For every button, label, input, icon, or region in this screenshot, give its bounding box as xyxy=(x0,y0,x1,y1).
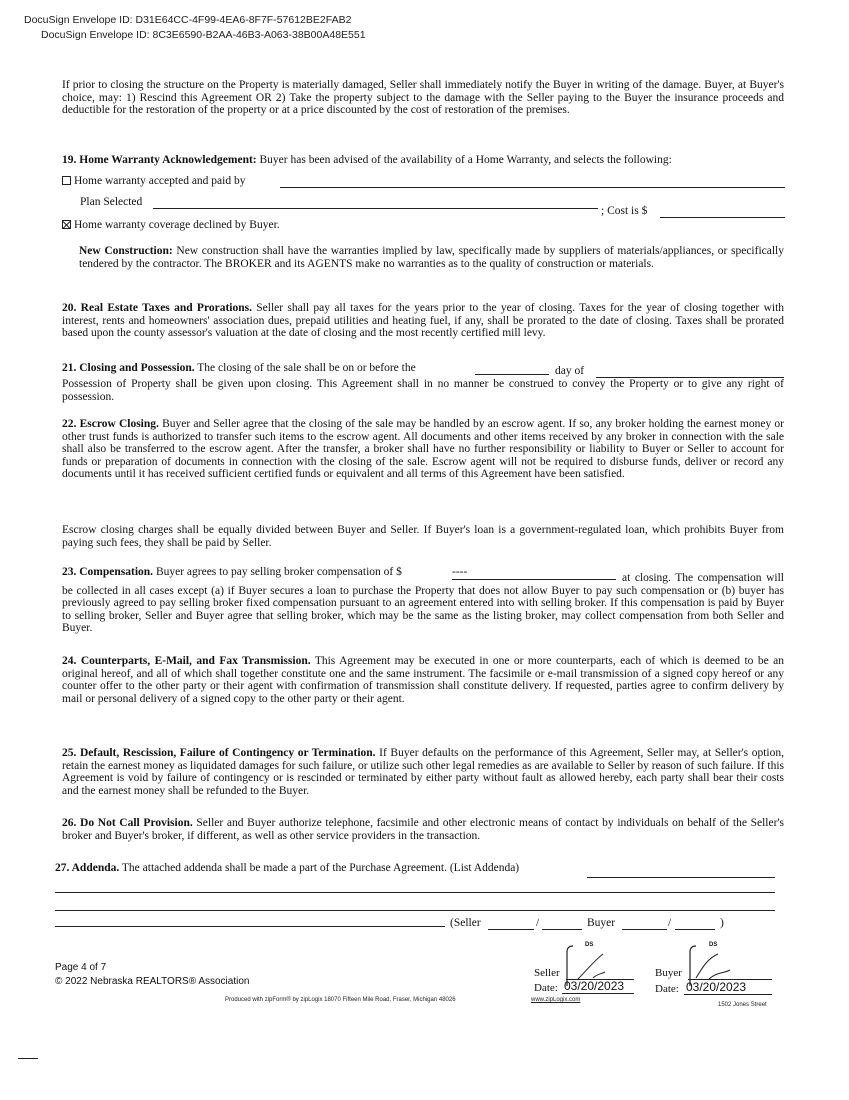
buyer-date-label: Date: xyxy=(655,983,679,995)
section-21-line1 xyxy=(62,362,416,374)
addenda-field-1[interactable] xyxy=(587,877,775,878)
addenda-field-4[interactable] xyxy=(55,926,445,927)
scan-mark xyxy=(18,1058,38,1059)
buyer-date-line xyxy=(684,994,772,995)
section-26 xyxy=(62,817,784,842)
buyer-initials-2[interactable] xyxy=(675,929,715,930)
addenda-field-3[interactable] xyxy=(55,910,775,911)
section-19-text: Buyer has been advised of the availability of a Home Warranty, and selects the following: xyxy=(259,154,672,166)
initials-slash-2: / xyxy=(668,917,672,929)
seller-label: Seller xyxy=(534,967,560,979)
section-26-heading: 26. Do Not Call Provision. xyxy=(62,817,193,829)
new-construction-heading: New Construction: xyxy=(79,245,173,257)
section-20-heading: 20. Real Estate Taxes and Prorations. xyxy=(62,302,252,314)
buyer-ds-tag: DS xyxy=(709,942,718,948)
envelope-id-2: DocuSign Envelope ID: 8C3E6590-B2AA-46B3-A063-38B00A48E551 xyxy=(41,29,366,41)
section-25-text: If Buyer defaults on the performance of this Agreement, Seller may, at Seller's option, retain the earnest money as liquidated damages for such failure, or utilize such other legal remedies as are available to Seller by reason of such failure. If this Agreement is void by failure of contingency or is rescinded or terminated by either party without fault as allowed hereby, each party shall bear their costs and the earnest money shall be refunded to the Buyer. xyxy=(62,747,785,797)
section-24-text: This Agreement may be executed in one or more counterparts, each of which is deemed to be an original hereof, and all of which shall together constitute one and the same instrument. The facsimile or e-mail transmission of a signed copy hereof or any counter offer to the other party or their agent with confirmation of transmission shall constitute delivery. If requested, parties agree to confirm delivery by mail or personal delivery of a signed copy to the other party or their agent. xyxy=(62,655,784,705)
section-19 xyxy=(62,154,784,167)
section-21-text-a: The closing of the sale shall be on or before the xyxy=(197,362,416,374)
compensation-amount: ---- xyxy=(452,566,468,578)
section-21-text-b: day of xyxy=(555,365,585,377)
cost-field[interactable] xyxy=(660,217,785,218)
warranty-declined-checkbox[interactable] xyxy=(62,220,71,229)
addenda-field-2[interactable] xyxy=(55,892,775,893)
produced-with: Produced with zipForm® by zipLogix 18070 Fifteen Mile Road, Fraser, Michigan 48026 xyxy=(225,997,456,1003)
section-24-heading: 24. Counterparts, E-Mail, and Fax Transmission. xyxy=(62,655,311,667)
ziplogix-link[interactable]: www.zipLogix.com xyxy=(531,997,581,1003)
section-22-text: Buyer and Seller agree that the closing of the sale may be handled by an escrow agent. If so, any broker holding the earnest money or other trust funds is authorized to transfer such items to the escrow agent. All documents and other items received by any broker in connection with the sale shall also be transferred to the escrow agent. After the transfer, a broker shall have no further responsibility or liability to Buyer or Seller to account for funds or preparation of documents in connection with the closing of the sale. Escrow agent will not be required to disburse funds, deliver or record any documents until it has received sufficient certified funds or equivalent and all terms of this Agreement have been satisfied. xyxy=(62,418,784,481)
new-construction-text: New construction shall have the warranties implied by law, specifically made by suppliers of materials/appliances, or specifically tendered by the contractor. The BROKER and its AGENTS make no warranties as to the quality of construction or materials. xyxy=(79,245,784,270)
plan-selected-label: Plan Selected xyxy=(80,196,143,208)
warranty-declined-option xyxy=(62,219,280,231)
seller-ds-tag: DS xyxy=(585,942,594,948)
seller-date-label: Date: xyxy=(534,982,558,994)
section-20 xyxy=(62,302,784,340)
seller-date-line xyxy=(562,993,634,994)
initials-close: ) xyxy=(720,917,724,929)
section-25 xyxy=(62,747,784,797)
section-27-heading: 27. Addenda. xyxy=(55,862,120,874)
section-20-text: Seller shall pay all taxes for the years prior to the year of closing. Taxes for the year of closing together with interest, rents and homeowners' association dues, prepaid utilities and heating fuel, if any, shall be prorated to the date of closing. Taxes shall be prorated based upon the county assessor's valuation at the date of closing and the most recently certified mill levy. xyxy=(62,302,785,340)
section-23-heading: 23. Compensation. xyxy=(62,566,154,578)
warranty-paid-by-field[interactable] xyxy=(280,187,785,188)
section-25-heading: 25. Default, Rescission, Failure of Contingency or Termination. xyxy=(62,747,376,759)
section-27-line1 xyxy=(55,862,519,874)
page-number: Page 4 of 7 xyxy=(55,962,107,973)
initials-buyer-label: Buyer xyxy=(587,917,616,929)
plan-selected-field[interactable] xyxy=(153,208,598,209)
section-22 xyxy=(62,418,784,481)
buyer-date: 03/20/2023 xyxy=(686,980,747,994)
address: 1502 Jones Street xyxy=(718,1002,767,1008)
initials-slash-1: / xyxy=(536,917,540,929)
new-construction xyxy=(79,245,784,270)
cost-label: ; Cost is $ xyxy=(601,205,648,217)
buyer-initials-1[interactable] xyxy=(622,929,667,930)
section-24 xyxy=(62,655,784,705)
section-23-text-b: at closing. The compensation will be collected in all cases except (a) if Buyer secures a loan to purchase the Property that does not allow Buyer to pay such compensation or (b) buyer has previously agreed to pay selling broker fixed compensation pursuant to an agreement entered into with selling broker. If this compensation is paid by Buyer to selling broker, Seller and Buyer agree that selling broker, which may be the same as the listing broker, may collect compensation from both Seller and Buyer. xyxy=(62,572,784,635)
section-27-text: The attached addenda shall be made a part of the Purchase Agreement. (List Addenda) xyxy=(121,862,520,874)
damage-paragraph: If prior to closing the structure on the Property is materially damaged, Seller shall immediately notify the Buyer in writing of the damage. Buyer, at Buyer's choice, may: 1) Rescind this Agreement OR 2) Take the property subject to the damage with the Seller paying to the Buyer the insurance proceeds and deductible for the restoration of the property or at a price discounted by the cost of restoration of the premises. xyxy=(62,79,784,117)
section-26-text: Seller and Buyer authorize telephone, facsimile and other electronic means of contact by individuals on behalf of the Seller's broker and Buyer's broker, if different, as well as other service providers in the transaction. xyxy=(62,817,784,842)
envelope-id-1: DocuSign Envelope ID: D31E64CC-4F99-4EA6-8F7F-57612BE2FAB2 xyxy=(24,14,352,26)
section-21-text-c: Possession of Property shall be given upon closing. This Agreement shall in no manner be construed to convey the Property or to give any right of possession. xyxy=(62,378,784,403)
warranty-accepted-label: Home warranty accepted and paid by xyxy=(74,175,246,187)
copyright: © 2022 Nebraska REALTORS® Association xyxy=(55,976,250,987)
seller-date: 03/20/2023 xyxy=(564,979,625,993)
warranty-declined-label: Home warranty coverage declined by Buyer. xyxy=(74,219,280,231)
section-22-heading: 22. Escrow Closing. xyxy=(62,418,159,430)
warranty-accepted-option xyxy=(62,175,245,187)
buyer-label: Buyer xyxy=(655,967,682,979)
seller-initials-2[interactable] xyxy=(542,929,582,930)
section-21-heading: 21. Closing and Possession. xyxy=(62,362,195,374)
section-22-text2: Escrow closing charges shall be equally divided between Buyer and Seller. If Buyer's loan is a government-regulated loan, which prohibits Buyer from paying such fees, they shall be paid by Seller. xyxy=(62,524,784,549)
warranty-accepted-checkbox[interactable] xyxy=(62,176,71,185)
closing-day-field[interactable] xyxy=(475,374,549,375)
initials-seller-label: (Seller xyxy=(450,917,481,929)
seller-initials-1[interactable] xyxy=(488,929,534,930)
section-19-heading: 19. Home Warranty Acknowledgement: xyxy=(62,154,257,166)
section-23-text-a: Buyer agrees to pay selling broker compensation of $ xyxy=(155,566,402,578)
